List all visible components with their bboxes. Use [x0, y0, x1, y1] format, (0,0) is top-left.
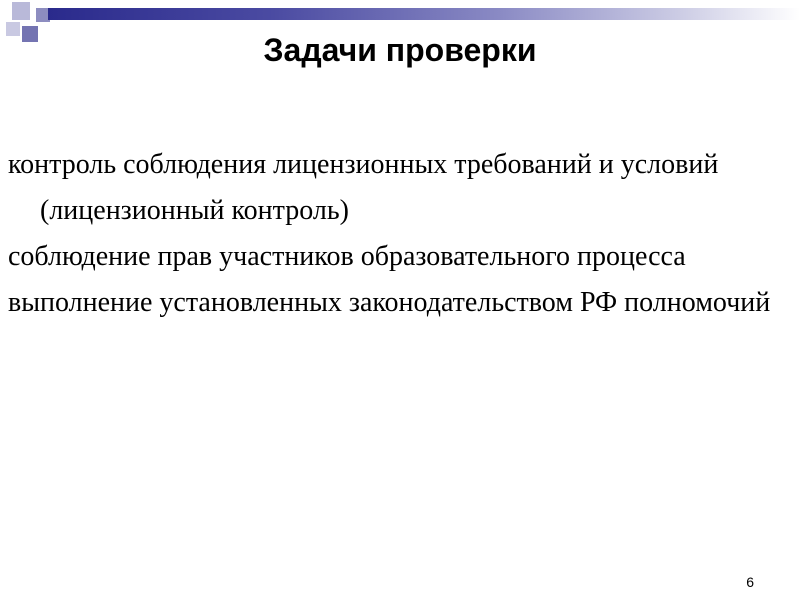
decorative-gradient-bar: [48, 8, 800, 20]
list-item: выполнение установленных законодательством РФ полномочий: [8, 287, 771, 318]
bullet-list: [8, 142, 792, 326]
slide-title: Задачи проверки: [263, 32, 537, 68]
decorative-square: [12, 2, 30, 20]
list-item: соблюдение прав участников образовательного процесса: [8, 241, 686, 272]
list-item: контроль соблюдения лицензионных требований и условий (лицензионный контроль): [8, 149, 719, 226]
page-number: 6: [746, 574, 754, 590]
